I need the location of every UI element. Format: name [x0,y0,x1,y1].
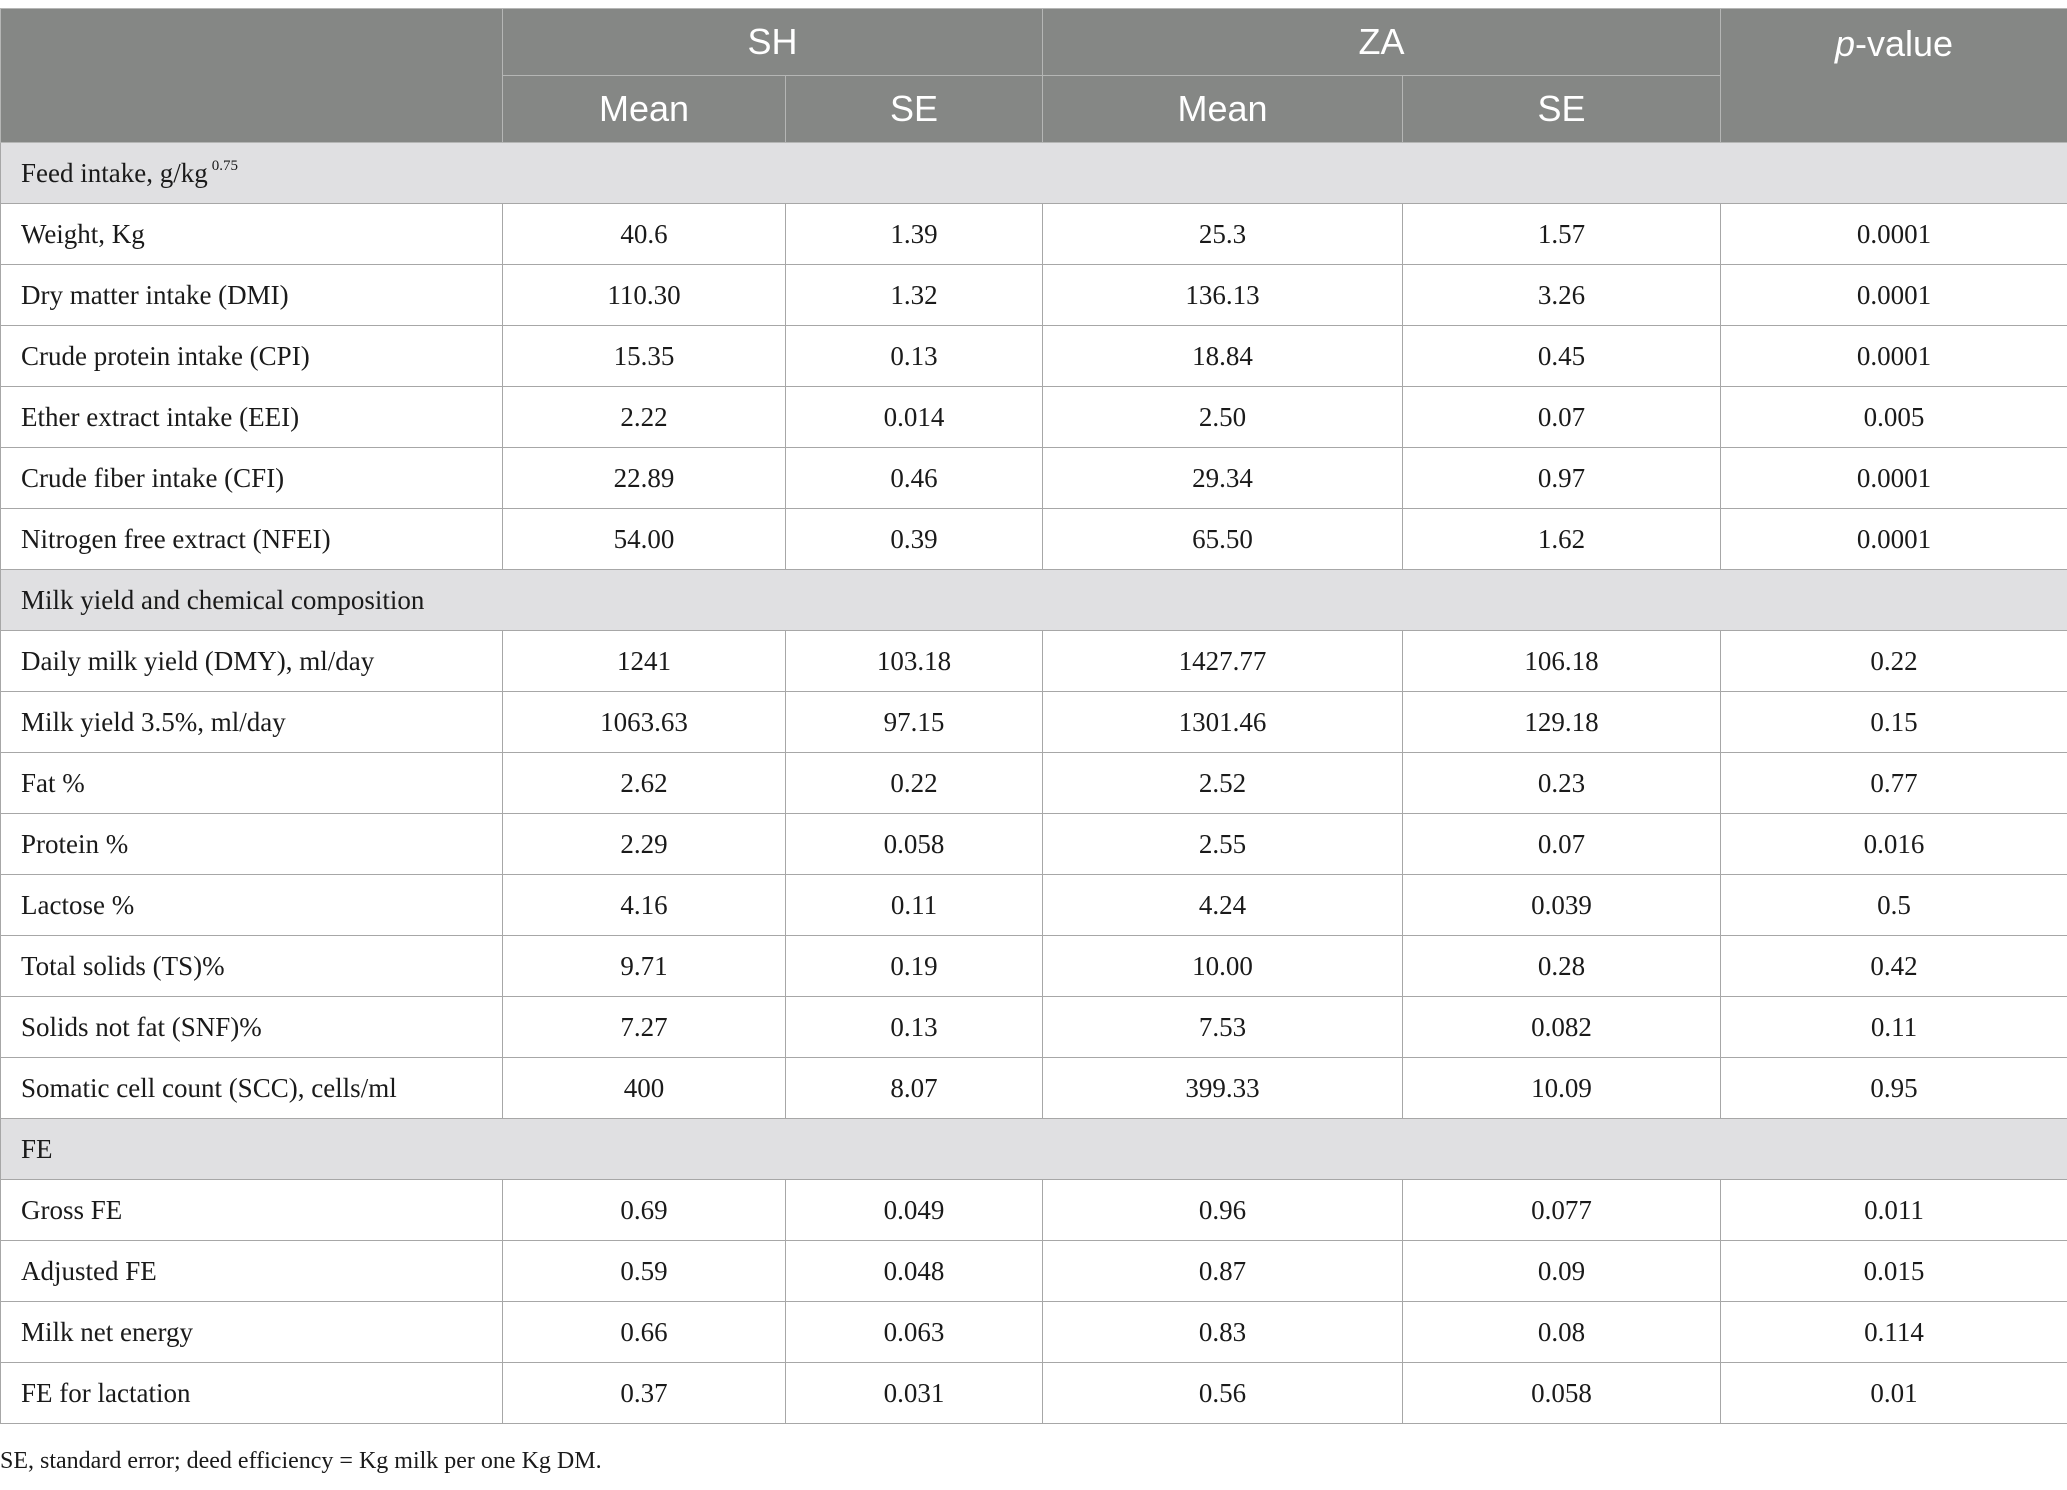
section-title [1,143,2067,204]
row-label: Nitrogen free extract (NFEI) [1,509,503,570]
za-mean-cell: 0.56 [1043,1363,1403,1424]
sh-mean-cell: 22.89 [503,448,786,509]
za-mean-cell: 2.55 [1043,814,1403,875]
za-mean-cell: 7.53 [1043,997,1403,1058]
sh-se-cell: 0.13 [786,997,1043,1058]
za-se-cell: 106.18 [1403,631,1721,692]
pvalue-cell: 0.42 [1721,936,2067,997]
header-group-sh: SH [503,9,1043,76]
header-blank [1,9,503,143]
sh-se-cell: 0.014 [786,387,1043,448]
za-se-cell: 0.07 [1403,814,1721,875]
pvalue-cell: 0.0001 [1721,265,2067,326]
za-mean-cell: 29.34 [1043,448,1403,509]
sh-se-cell: 0.11 [786,875,1043,936]
sh-mean-cell: 2.62 [503,753,786,814]
sh-se-cell: 0.031 [786,1363,1043,1424]
sh-mean-cell: 15.35 [503,326,786,387]
sh-mean-cell: 2.29 [503,814,786,875]
section-title [1,570,2067,631]
za-se-cell: 0.039 [1403,875,1721,936]
za-mean-cell: 2.52 [1043,753,1403,814]
za-mean-cell: 0.87 [1043,1241,1403,1302]
row-label: Daily milk yield (DMY), ml/day [1,631,503,692]
sh-mean-cell: 9.71 [503,936,786,997]
pvalue-cell: 0.0001 [1721,448,2067,509]
pvalue-cell: 0.0001 [1721,509,2067,570]
data-table [0,8,2067,1424]
section-title-superscript: 0.75 [211,157,238,174]
table-row [1,448,2067,509]
header-za-se: SE [1403,76,1721,143]
za-mean-cell: 18.84 [1043,326,1403,387]
pvalue-cell: 0.5 [1721,875,2067,936]
za-mean-cell: 2.50 [1043,387,1403,448]
table-row [1,753,2067,814]
section-row [1,1119,2067,1180]
za-se-cell: 0.28 [1403,936,1721,997]
za-mean-cell: 4.24 [1043,875,1403,936]
pvalue-cell: 0.77 [1721,753,2067,814]
table-row [1,997,2067,1058]
table-row [1,1241,2067,1302]
za-se-cell: 3.26 [1403,265,1721,326]
table-row [1,631,2067,692]
row-label: Somatic cell count (SCC), cells/ml [1,1058,503,1119]
sh-mean-cell: 40.6 [503,204,786,265]
sh-mean-cell: 400 [503,1058,786,1119]
row-label: Fat % [1,753,503,814]
table-row [1,204,2067,265]
row-label: Milk net energy [1,1302,503,1363]
sh-se-cell: 0.063 [786,1302,1043,1363]
za-se-cell: 129.18 [1403,692,1721,753]
za-mean-cell: 0.83 [1043,1302,1403,1363]
pvalue-cell: 0.011 [1721,1180,2067,1241]
header-group-za: ZA [1043,9,1721,76]
pvalue-cell: 0.11 [1721,997,2067,1058]
sh-se-cell: 1.32 [786,265,1043,326]
za-se-cell: 0.058 [1403,1363,1721,1424]
pvalue-cell: 0.01 [1721,1363,2067,1424]
za-se-cell: 0.077 [1403,1180,1721,1241]
sh-mean-cell: 7.27 [503,997,786,1058]
row-label: Gross FE [1,1180,503,1241]
row-label: Protein % [1,814,503,875]
section-title-text: Feed intake, g/kg [21,157,208,188]
section-row [1,143,2067,204]
za-mean-cell: 1427.77 [1043,631,1403,692]
sh-se-cell: 1.39 [786,204,1043,265]
sh-mean-cell: 1063.63 [503,692,786,753]
za-mean-cell: 399.33 [1043,1058,1403,1119]
row-label: Total solids (TS)% [1,936,503,997]
table-row [1,875,2067,936]
sh-mean-cell: 4.16 [503,875,786,936]
table-row [1,387,2067,448]
header-pvalue [1721,9,2067,143]
table-row [1,1302,2067,1363]
sh-se-cell: 0.058 [786,814,1043,875]
sh-se-cell: 0.19 [786,936,1043,997]
za-se-cell: 0.082 [1403,997,1721,1058]
za-mean-cell: 10.00 [1043,936,1403,997]
row-label: Ether extract intake (EEI) [1,387,503,448]
table-row [1,1058,2067,1119]
row-label: Lactose % [1,875,503,936]
pvalue-cell: 0.0001 [1721,326,2067,387]
section-row [1,570,2067,631]
pvalue-p: p [1834,23,1856,64]
sh-se-cell: 0.46 [786,448,1043,509]
za-mean-cell: 136.13 [1043,265,1403,326]
za-se-cell: 0.97 [1403,448,1721,509]
sh-mean-cell: 110.30 [503,265,786,326]
sh-mean-cell: 0.59 [503,1241,786,1302]
za-mean-cell: 0.96 [1043,1180,1403,1241]
section-title-text: Milk yield and chemical composition [21,584,425,615]
sh-se-cell: 8.07 [786,1058,1043,1119]
sh-se-cell: 0.39 [786,509,1043,570]
za-se-cell: 0.08 [1403,1302,1721,1363]
section-title [1,1119,2067,1180]
za-mean-cell: 25.3 [1043,204,1403,265]
row-label: Crude fiber intake (CFI) [1,448,503,509]
row-label: Crude protein intake (CPI) [1,326,503,387]
table-body [1,143,2067,1424]
pvalue-cell: 0.015 [1721,1241,2067,1302]
pvalue-cell: 0.22 [1721,631,2067,692]
header-sh-se: SE [786,76,1043,143]
row-label: Dry matter intake (DMI) [1,265,503,326]
sh-se-cell: 0.048 [786,1241,1043,1302]
table-footnote: SE, standard error; deed efficiency = Kg milk per one Kg DM. [0,1448,602,1474]
za-se-cell: 1.62 [1403,509,1721,570]
table-row [1,814,2067,875]
table-row [1,1180,2067,1241]
sh-mean-cell: 0.69 [503,1180,786,1241]
pvalue-cell: 0.114 [1721,1302,2067,1363]
table-row [1,936,2067,997]
sh-se-cell: 0.22 [786,753,1043,814]
za-se-cell: 1.57 [1403,204,1721,265]
sh-mean-cell: 1241 [503,631,786,692]
header-sh-mean: Mean [503,76,786,143]
row-label: Solids not fat (SNF)% [1,997,503,1058]
header-za-mean: Mean [1043,76,1403,143]
table-row [1,509,2067,570]
sh-mean-cell: 54.00 [503,509,786,570]
row-label: Adjusted FE [1,1241,503,1302]
pvalue-cell: 0.016 [1721,814,2067,875]
za-se-cell: 0.23 [1403,753,1721,814]
table-row [1,692,2067,753]
sh-se-cell: 97.15 [786,692,1043,753]
row-label: Weight, Kg [1,204,503,265]
pvalue-cell: 0.0001 [1721,204,2067,265]
sh-se-cell: 103.18 [786,631,1043,692]
pvalue-cell: 0.95 [1721,1058,2067,1119]
sh-mean-cell: 0.66 [503,1302,786,1363]
row-label: FE for lactation [1,1363,503,1424]
row-label: Milk yield 3.5%, ml/day [1,692,503,753]
sh-mean-cell: 0.37 [503,1363,786,1424]
pvalue-cell: 0.005 [1721,387,2067,448]
za-se-cell: 10.09 [1403,1058,1721,1119]
section-title-text: FE [21,1133,53,1164]
za-se-cell: 0.07 [1403,387,1721,448]
sh-se-cell: 0.049 [786,1180,1043,1241]
za-mean-cell: 65.50 [1043,509,1403,570]
pvalue-cell: 0.15 [1721,692,2067,753]
table-row [1,265,2067,326]
za-mean-cell: 1301.46 [1043,692,1403,753]
table-row [1,326,2067,387]
sh-mean-cell: 2.22 [503,387,786,448]
table-row [1,1363,2067,1424]
za-se-cell: 0.09 [1403,1241,1721,1302]
sh-se-cell: 0.13 [786,326,1043,387]
za-se-cell: 0.45 [1403,326,1721,387]
pvalue-rest: -value [1855,23,1954,64]
